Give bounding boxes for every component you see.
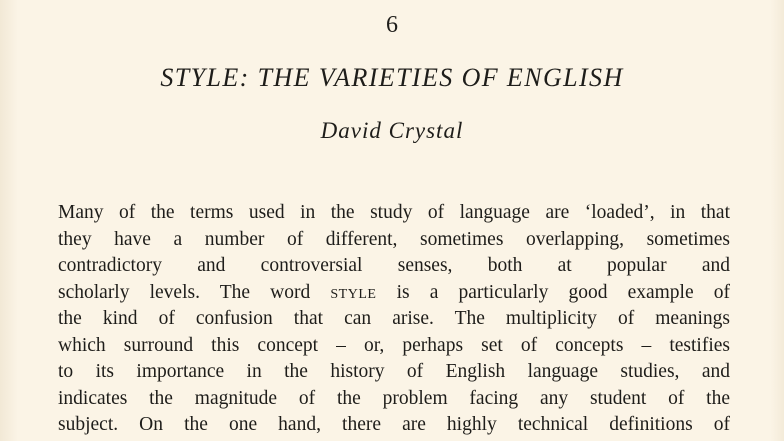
emphasized-term: style — [330, 281, 377, 303]
text-line: contradictory and controversial senses, both at popular and — [58, 255, 730, 276]
text-line: they have a number of different, sometimes overlapping, sometimes — [58, 228, 730, 250]
text-fragment: is a particularly good example of — [396, 281, 730, 303]
text-line: the kind of confusion that can arise. The multiplicity of meanings — [58, 308, 730, 329]
body-paragraph — [58, 200, 730, 439]
text-line: subject. On the one hand, there are highly technical definitions of — [58, 414, 730, 435]
text-line: which surround this concept – or, perhaps set of concepts – testifies — [58, 334, 730, 356]
page-number: 6 — [386, 12, 398, 38]
text-line — [58, 280, 730, 307]
author-name: David Crystal — [320, 118, 464, 143]
text-line: Many of the terms used in the study of language are ‘loaded’, in that — [58, 202, 730, 223]
chapter-title: STYLE: THE VARIETIES OF ENGLISH — [160, 63, 624, 92]
text-fragment: scholarly levels. The word — [58, 281, 311, 303]
text-line: to its importance in the history of English language studies, and — [58, 361, 730, 382]
text-line: indicates the magnitude of the problem facing any student of the — [58, 387, 730, 409]
